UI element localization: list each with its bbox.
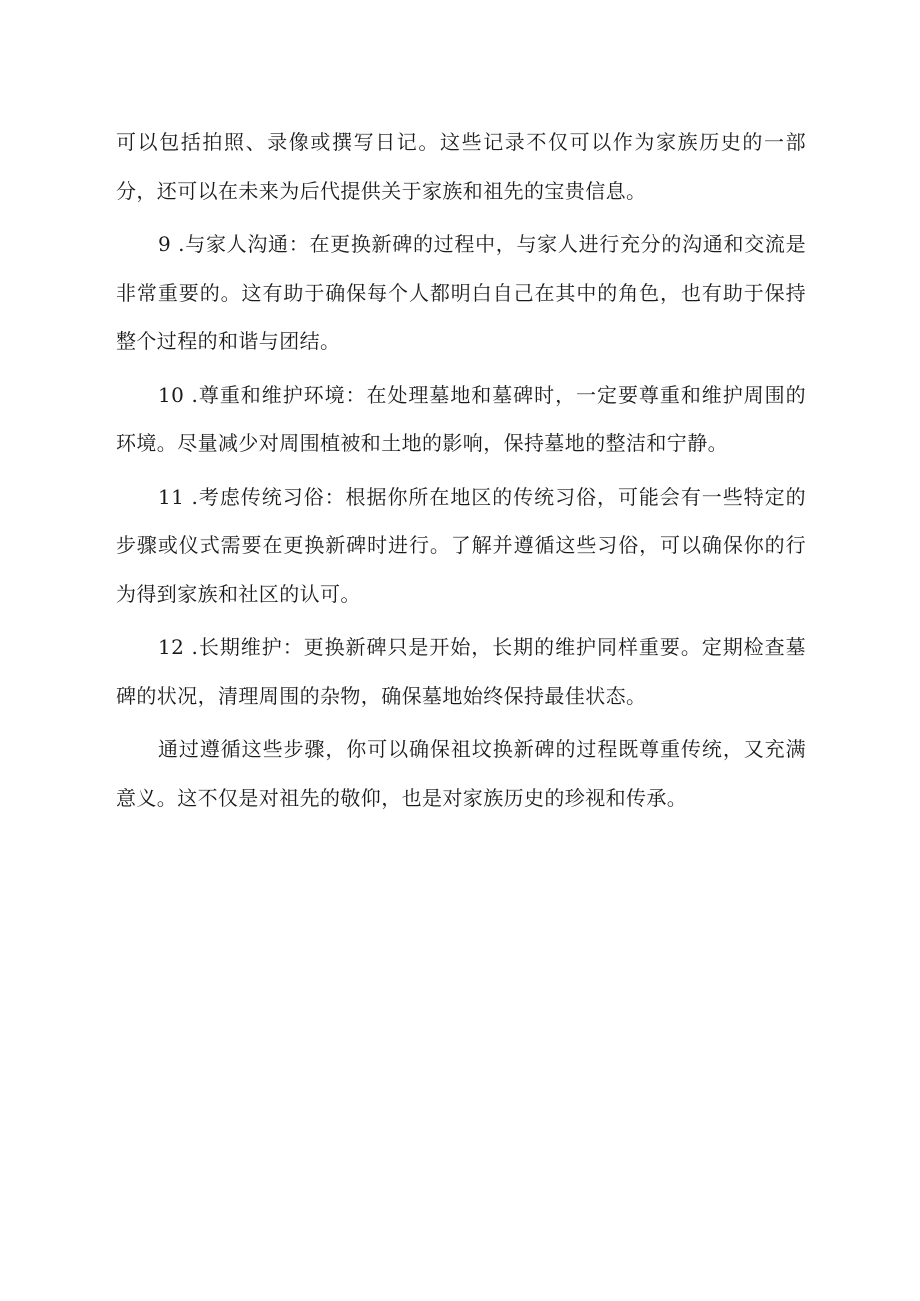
paragraph-item-12-maintenance: 12 .长期维护：更换新碑只是开始，长期的维护同样重要。定期检查墓碑的状况，清理周围的杂物，确保墓地始终保持最佳状态。 [116, 635, 806, 708]
paragraph-item-11-customs: 11 .考虑传统习俗：根据你所在地区的传统习俗，可能会有一些特定的步骤或仪式需要在更换新碑时进行。了解并遵循这些习俗，可以确保你的行为得到家族和社区的认可。 [116, 484, 806, 606]
paragraph-item-9-family-communication: 9 .与家人沟通：在更换新碑的过程中，与家人进行充分的沟通和交流是非常重要的。这有助于确保每个人都明白自己在其中的角色，也有助于保持整个过程的和谐与团结。 [116, 232, 806, 353]
document-page [116, 118, 806, 827]
paragraph-records-continuation: 可以包括拍照、录像或撰写日记。这些记录不仅可以作为家族历史的一部分，还可以在未来为后代提供关于家族和祖先的宝贵信息。 [116, 130, 806, 203]
paragraph-item-10-environment: 10 .尊重和维护环境：在处理墓地和墓碑时，一定要尊重和维护周围的环境。尽量减少对周围植被和土地的影响，保持墓地的整洁和宁静。 [116, 382, 806, 455]
paragraph-conclusion: 通过遵循这些步骤，你可以确保祖坟换新碑的过程既尊重传统，又充满意义。这不仅是对祖先的敬仰，也是对家族历史的珍视和传承。 [116, 737, 806, 810]
